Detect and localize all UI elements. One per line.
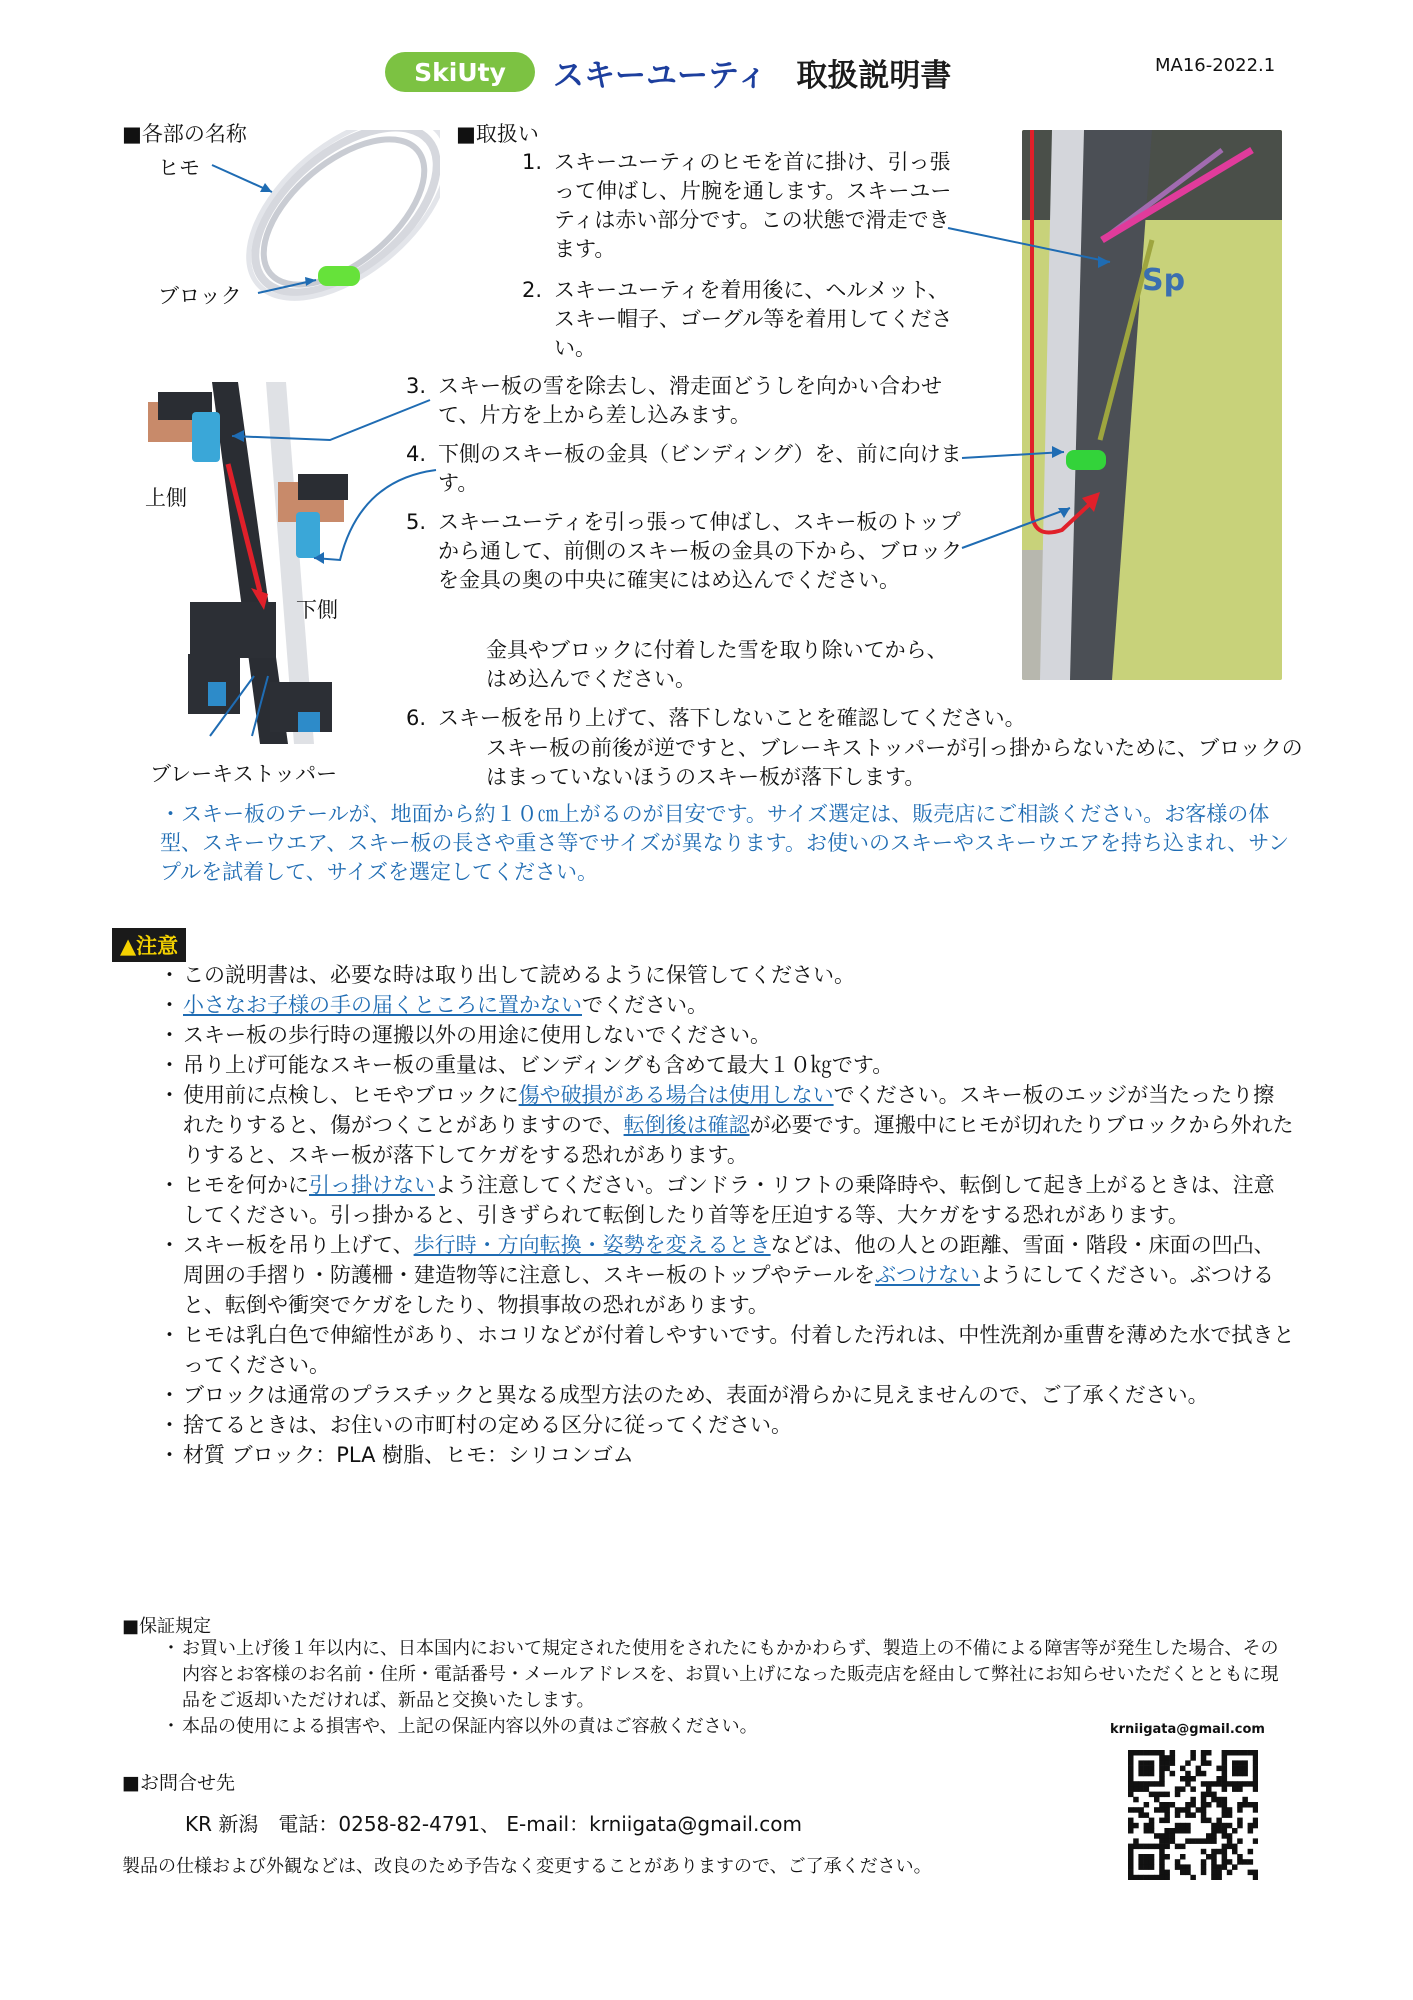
step-text: スキーユーティを着用後に、ヘルメット、スキー帽子、ゴーグル等を着用してください。	[554, 278, 953, 360]
brake-stopper-label: ブレーキストッパー	[150, 762, 338, 786]
caution-item	[165, 1410, 1295, 1440]
step-text: スキーユーティのヒモを首に掛け、引っ張って伸ばし、片腕を通します。スキーユーティは赤い部分です。この状態で滑走できます。	[554, 150, 952, 261]
caution-item	[165, 1020, 1295, 1050]
step-text: スキー板を吊り上げて、落下しないことを確認してください。	[438, 706, 1026, 730]
caution-text: でください。	[582, 993, 708, 1017]
caution-text: スキー板の歩行時の運搬以外の用途に使用しないでください。	[183, 1023, 771, 1047]
caution-item	[165, 1080, 1295, 1170]
step-5-note: 金具やブロックに付着した雪を取り除いてから、はめ込んでください。	[486, 638, 948, 691]
handling-heading: ■取扱い	[456, 122, 539, 146]
step-number: 2.	[522, 278, 543, 302]
step-text: スキーユーティを引っ張って伸ばし、スキー板のトップから通して、前側のスキー板の金具の下から、ブロックを金具の奥の中央に確実にはめ込んでください。	[438, 510, 963, 592]
caution-text: スキー板を吊り上げて、	[183, 1233, 414, 1257]
caution-emphasis: 歩行時・方向転換・姿勢を変えるとき	[413, 1233, 771, 1257]
title-sub: 取扱説明書	[796, 58, 952, 94]
qr-code[interactable]	[1128, 1750, 1258, 1880]
caution-item	[165, 1440, 1295, 1470]
footer-note: 製品の仕様および外観などは、改良のため予告なく変更することがありますので、ご了承ください。	[122, 1856, 932, 1877]
caution-text: でください。スキー板のエッジが当たったり擦れたりすると、傷がつくことがありますので、	[183, 1083, 1275, 1137]
step-number: 5.	[406, 510, 427, 534]
caution-text: この説明書は、必要な時は取り出して読めるように保管してください。	[183, 963, 855, 987]
svg-text:Sp: Sp	[1142, 263, 1186, 298]
strap-label: ヒモ	[158, 156, 200, 180]
connector-arrows	[0, 0, 1413, 800]
caution-text: などは、他の人との距離、雪面・階段・床面の凹凸、周囲の手摺り・防護柵・建造物等に注意し、スキー板のトップやテールを	[183, 1233, 1275, 1287]
sizing-note: ・スキー板のテールが、地面から約１０㎝上がるのが目安です。サイズ選定は、販売店にご相談ください。お客様の体型、スキーウエア、スキー板の長さや重さ等でサイズが異なります。お使いのスキーやスキーウエアを持ち込まれ、サンプルを試着して、サイズを選定してください。	[160, 802, 1290, 884]
caution-emphasis: 小さなお子様の手の届くところに置かない	[183, 993, 582, 1017]
brand-logo: SkiUty	[385, 52, 535, 92]
title-product: スキーユーティ	[553, 58, 768, 94]
caution-text: が必要です。運搬中にヒモが切れたりブロックから外れたりすると、スキー板が落下してケガをする恐れがあります。	[183, 1113, 1294, 1167]
caution-tag: ▲注意	[112, 928, 186, 962]
step-number: 6.	[406, 706, 427, 730]
caution-item	[165, 1320, 1295, 1380]
caution-item	[165, 960, 1295, 990]
upper-side-label: 上側	[145, 486, 187, 510]
step-6-note: スキー板の前後が逆ですと、ブレーキストッパーが引っ掛からないために、ブロックのはまっていないほうのスキー板が落下します。	[486, 736, 1303, 789]
caution-emphasis: 傷や破損がある場合は使用しない	[518, 1083, 834, 1107]
caution-emphasis: 転倒後は確認	[623, 1113, 750, 1137]
caution-item	[165, 1170, 1295, 1230]
step-number: 3.	[406, 374, 427, 398]
warranty-item: ・ お買い上げ後１年以内に、日本国内において規定された使用をされたにもかかわらず、製造上の不備による障害等が発生した場合、その内容とお客様のお名前・住所・電話番号・メールアドレスを、お買い上げになった販売店を経由して弊社にお知らせいただくとともに現品をご返却いただければ、新品と交換いたします。	[166, 1636, 1296, 1714]
caution-item	[165, 1050, 1295, 1080]
qr-email-label: krniigata@gmail.com	[1110, 1722, 1265, 1737]
caution-text: よう注意してください。ゴンドラ・リフトの乗降時や、転倒して起き上がるときは、注意してください。引っ掛かると、引きずられて転倒したり首等を圧迫する等、大ケガをする恐れがあります。	[183, 1173, 1275, 1227]
caution-text: 使用前に点検し、ヒモやブロックに	[183, 1083, 519, 1107]
contact-line: KR 新潟 電話：0258-82-4791、 E-mail：krniigata@gmail.com	[185, 1812, 803, 1836]
caution-list	[165, 960, 1295, 1470]
step-number: 1.	[522, 150, 543, 174]
caution-text: 捨てるときは、お住いの市町村の定める区分に従ってください。	[183, 1413, 792, 1437]
step-number: 4.	[406, 442, 427, 466]
caution-text: ようにしてください。ぶつけると、転倒や衝突でケガをしたり、物損事故の恐れがあります。	[183, 1263, 1274, 1317]
warranty-heading: ■保証規定	[122, 1616, 212, 1637]
caution-text: ヒモは乳白色で伸縮性があり、ホコリなどが付着しやすいです。付着した汚れは、中性洗剤か重曹を薄めた水で拭きとってください。	[183, 1323, 1295, 1377]
lower-side-label: 下側	[296, 598, 338, 622]
step-text: スキー板の雪を除去し、滑走面どうしを向かい合わせて、片方を上から差し込みます。	[438, 374, 942, 427]
caution-text: 吊り上げ可能なスキー板の重量は、ビンディングも含めて最大１０㎏です。	[183, 1053, 894, 1077]
caution-text: ヒモを何かに	[183, 1173, 309, 1197]
caution-emphasis: 引っ掛けない	[309, 1173, 435, 1197]
caution-item	[165, 990, 1295, 1020]
caution-item	[165, 1380, 1295, 1410]
document-number: MA16-2022.1	[1155, 55, 1276, 76]
step-text: 下側のスキー板の金具（ビンディング）を、前に向けます。	[438, 442, 962, 495]
parts-heading: ■各部の名称	[122, 122, 247, 146]
caution-text: ブロックは通常のプラスチックと異なる成型方法のため、表面が滑らかに見えませんので、ご了承ください。	[183, 1383, 1209, 1407]
block-label: ブロック	[158, 284, 242, 308]
caution-text: 材質 ブロック：PLA 樹脂、ヒモ：シリコンゴム	[183, 1443, 634, 1467]
warranty-item: ・ 本品の使用による損害や、上記の保証内容以外の責はご容赦ください。	[166, 1714, 1296, 1740]
caution-item	[165, 1230, 1295, 1320]
contact-heading: ■お問合せ先	[122, 1772, 235, 1794]
caution-emphasis: ぶつけない	[874, 1263, 980, 1287]
